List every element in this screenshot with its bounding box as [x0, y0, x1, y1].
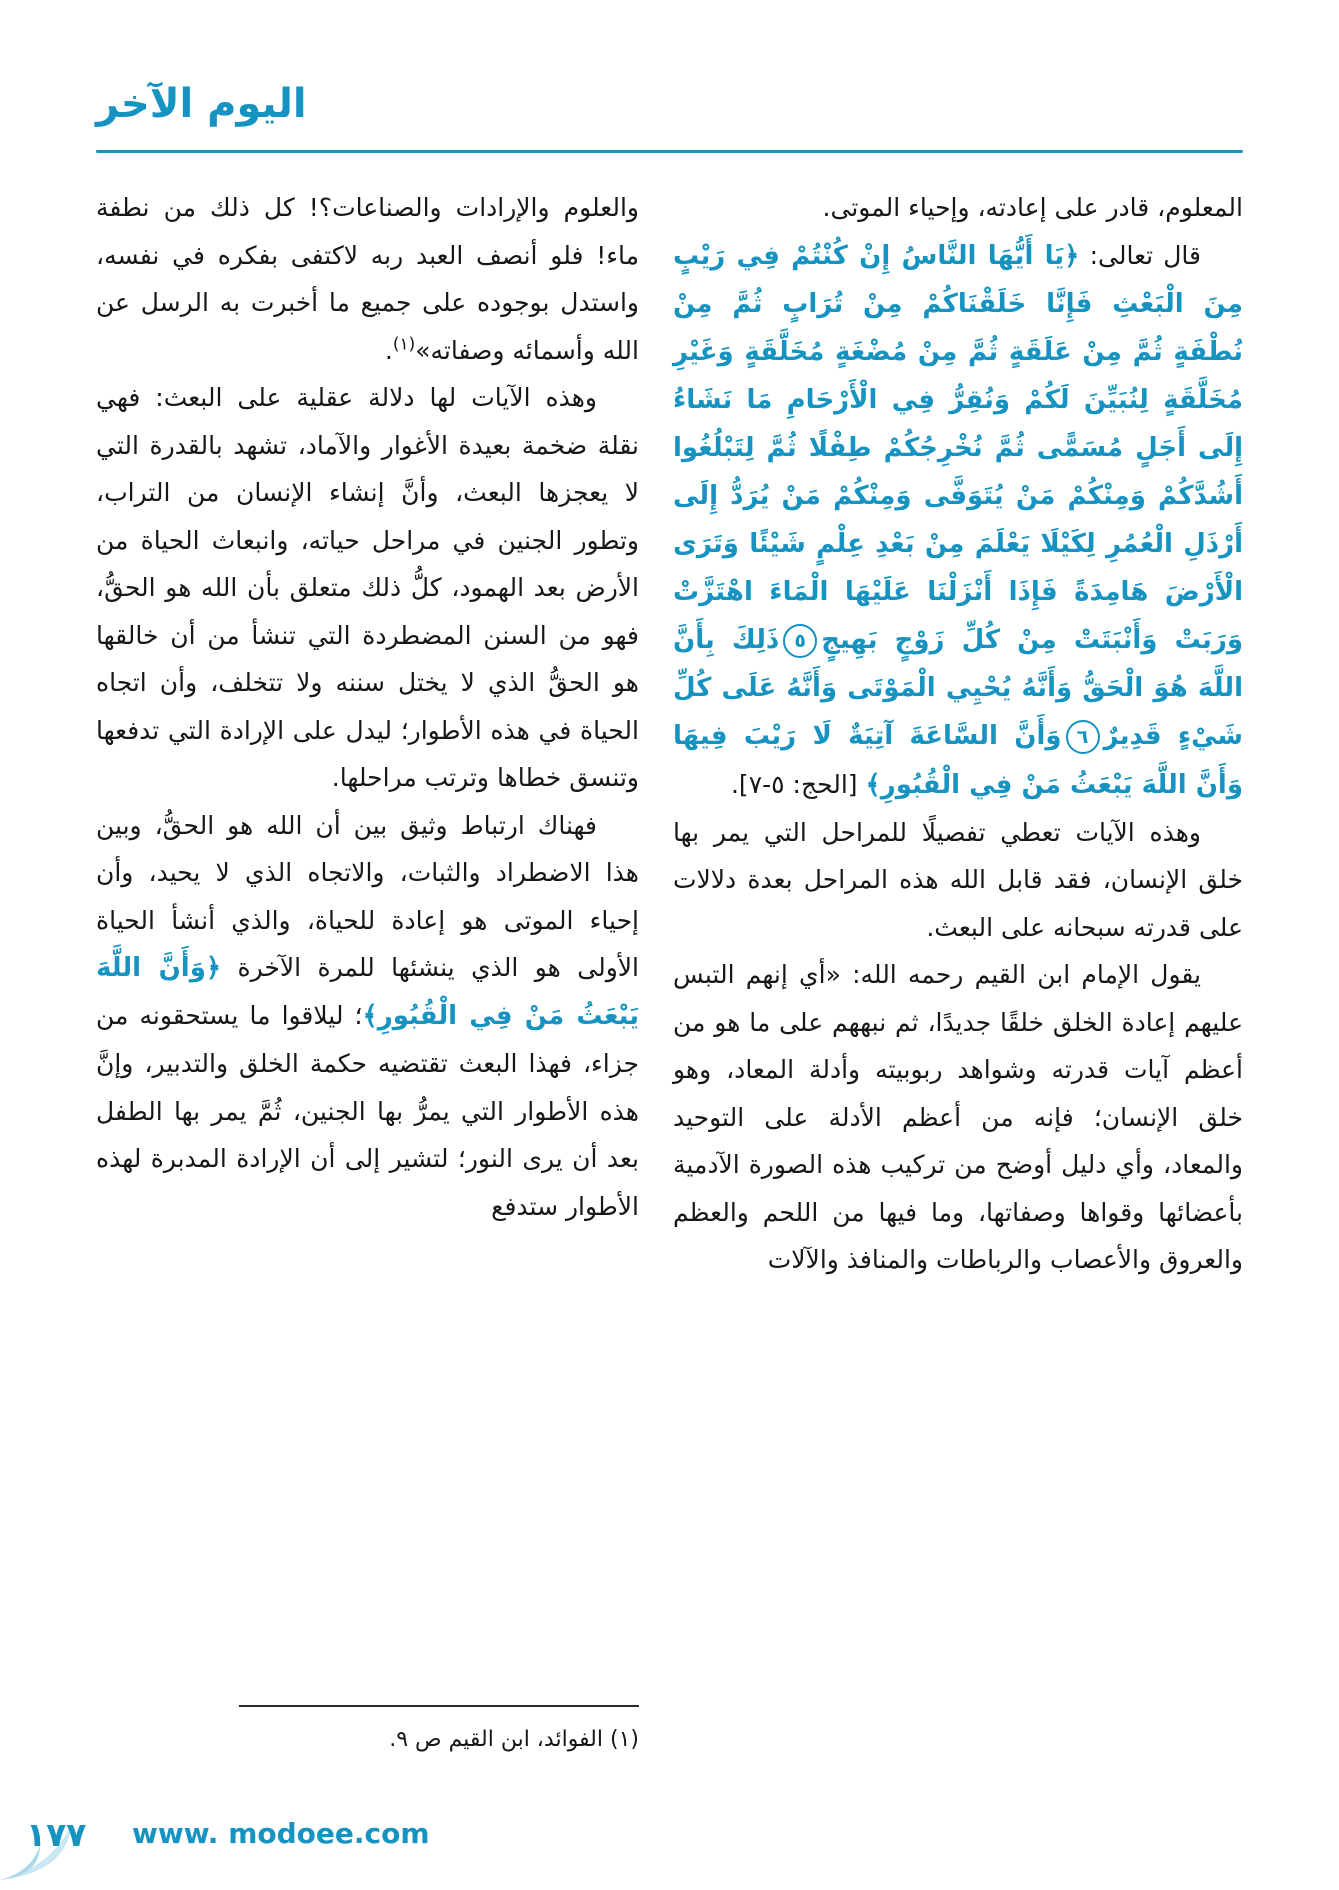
footnote-text: (١) الفوائد، ابن القيم ص ٩.	[389, 1726, 639, 1752]
footnote-marker: (١)	[392, 334, 416, 355]
website-url: www. modoee.com	[132, 1817, 430, 1850]
paragraph-continuation	[96, 184, 639, 374]
page-number: ١٧٧	[26, 1815, 87, 1854]
footnote-area	[96, 1687, 639, 1758]
paragraph-stages-commentary: وهذه الآيات تعطي تفصيلًا للمراحل التي يمر بها خلق الإنسان، فقد قابل الله هذه المراحل بعدة دلالات على قدرته سبحانه على البعث.	[673, 817, 1243, 942]
quran-quote-paragraph	[673, 232, 1243, 809]
verse-reference: [الحج: ٥-٧].	[730, 769, 866, 799]
ayah-6-marker: ٦	[1066, 720, 1100, 754]
chapter-header-calligraphy: اليوم الآخر	[96, 81, 307, 127]
column-primary	[673, 184, 1243, 1758]
qala-taala-lead: قال تعالى:	[1079, 240, 1202, 270]
quran-verse-5: ﴿يَا أَيُّهَا النَّاسُ إِنْ كُنْتُمْ فِي رَيْبٍ مِنَ الْبَعْثِ فَإِنَّا خَلَقْنَاكُمْ مِنْ تُرَابٍ ثُمَّ مِنْ نُطْفَةٍ ثُمَّ مِنْ عَلَقَةٍ ثُمَّ مِنْ مُضْغَةٍ مُخَلَّقَةٍ وَغَيْرِ مُخَلَّقَةٍ لِنُبَيِّنَ لَكُمْ وَنُقِرُّ فِي الْأَرْحَامِ مَا نَشَاءُ إِلَى أَجَلٍ مُسَمًّى ثُمَّ نُخْرِجُكُمْ طِفْلًا ثُمَّ لِتَبْلُغُوا أَشُدَّكُمْ وَمِنْكُمْ مَنْ يُتَوَفَّى وَمِنْكُمْ مَنْ يُرَدُّ إِلَى أَرْذَلِ الْعُمُرِ لِكَيْلَا يَعْلَمَ مِنْ بَعْدِ عِلْمٍ شَيْئًا وَتَرَى الْأَرْضَ هَامِدَةً فَإِذَا أَنْزَلْنَا عَلَيْهَا الْمَاءَ اهْتَزَّتْ وَرَبَتْ وَأَنْبَتَتْ مِنْ كُلِّ زَوْجٍ بَهِيجٍ	[673, 240, 1243, 656]
paragraph-ibn-qayyim-quote: يقول الإمام ابن القيم رحمه الله: «أي إنهم التبس عليهم إعادة الخلق خلقًا جديدًا، ثم نبههم على ما هو من أعظم آيات قدرته وشواهد ربوبيته وأدلة المعاد، وهو خلق الإنسان؛ فإنه من أعظم الأدلة على التوحيد والمعاد، وأي دليل أوضح من تركيب هذه الصورة الآدمية بأعضائها وقواها وصفاتها، وما فيها من اللحم والعظم والعروق والأعصاب والرباطات والمنافذ والآلات	[673, 960, 1243, 1275]
quran-verse-6: ذَلِكَ بِأَنَّ اللَّهَ هُوَ الْحَقُّ وَأَنَّهُ يُحْيِي الْمَوْتَى وَأَنَّهُ عَلَى كُلِّ شَيْءٍ قَدِيرٌ	[673, 625, 1243, 752]
paragraph-text: والعلوم والإرادات والصناعات؟! كل ذلك من نطفة ماء! فلو أنصف العبد ربه لاكتفى بفكره في نفسه، واستدل بوجوده على جميع ما أخبرت به الرسل عن الله وأسمائه وصفاته»	[96, 193, 639, 365]
header-divider-rule	[96, 150, 1243, 153]
quran-verse-7: وَأَنَّ السَّاعَةَ آتِيَةٌ لَا رَيْبَ فِيهَا وَأَنَّ اللَّهَ يَبْعَثُ مَنْ فِي الْقُبُورِ﴾	[673, 721, 1243, 800]
paragraph-text: فهناك ارتباط وثيق بين أن الله هو الحقُّ، وبين هذا الاضطراد والثبات، والاتجاه الذي لا يحيد، وأن إحياء الموتى هو إعادة للحياة، والذي أنشأ الحياة الأولى هو الذي ينشئها للمرة الآخرة	[96, 810, 640, 982]
text-body	[96, 184, 1243, 1758]
paragraph-text: ؛ ليلاقوا ما يستحقونه من جزاء، فهذا البعث تقتضيه حكمة الخلق والتدبير، وإنَّ هذه الأطوار التي يمرُّ بها الجنين، ثُمَّ يمر بها الطفل بعد أن يرى النور؛ لتشير إلى أن الإرادة المدبرة لهذه الأطوار ستدفع	[96, 1001, 639, 1221]
paragraph-rational-evidence: وهذه الآيات لها دلالة عقلية على البعث: فهي نقلة ضخمة بعيدة الأغوار والآماد، تشهد بالقدرة التي لا يعجزها البعث، وأنَّ إنشاء الإنسان من التراب، وتطور الجنين في مراحل حياته، وانبعاث الحياة من الأرض بعد الهمود، كلُّ ذلك متعلق بأن الله هو الحقُّ، فهو من السنن المضطردة التي تنشأ من أن خالقها هو الحقُّ الذي لا يختل سننه ولا تتخلف، وأن اتجاه الحياة في هذه الأطوار؛ ليدل على الإرادة التي تدفعها وتنسق خطاها وترتب مراحلها.	[96, 383, 639, 792]
column-secondary	[96, 184, 639, 1758]
paragraph-resurrection-link	[96, 802, 639, 1231]
inline-quran-quote: ﴿وَأَنَّ اللَّهَ يَبْعَثُ مَنْ فِي الْقُبُورِ﴾	[96, 953, 639, 1032]
paragraph-continuation: المعلوم، قادر على إعادته، وإحياء الموتى.	[822, 193, 1243, 222]
sentence-period: .	[384, 335, 393, 365]
ayah-5-marker: ٥	[783, 624, 817, 658]
footnote-divider	[239, 1705, 639, 1707]
